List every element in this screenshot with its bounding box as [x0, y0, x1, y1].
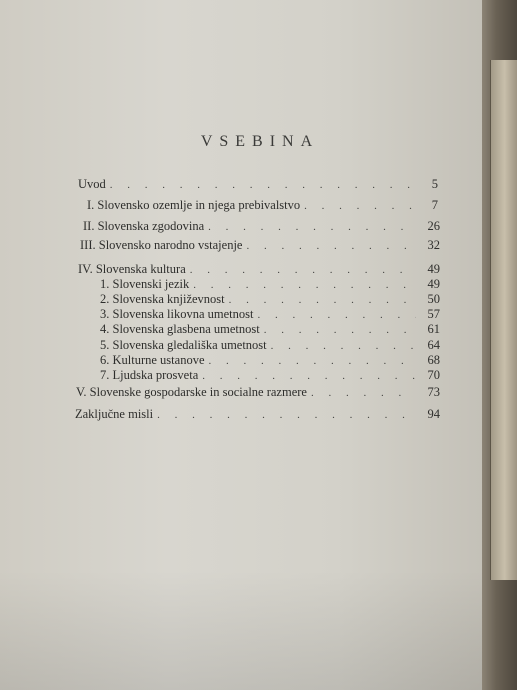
toc-leader-dots [202, 370, 416, 382]
toc-entry-page: 94 [427, 407, 440, 421]
toc-entry [75, 407, 440, 423]
toc-entry-label: 5. Slovenska gledališka umetnost [100, 338, 267, 352]
toc-entry-label: I. Slovensko ozemlje in njega prebivalstvo [87, 198, 301, 212]
toc-leader-dots [208, 221, 416, 233]
toc-entry-page: 57 [427, 307, 440, 321]
toc-entry-page: 50 [427, 292, 440, 306]
toc-leader-dots [229, 294, 416, 306]
toc-entry [100, 292, 440, 308]
toc-entry [100, 277, 440, 293]
toc-entry [100, 307, 440, 323]
toc-entry [83, 219, 440, 235]
toc-entry-page: 68 [427, 353, 440, 367]
toc-entry [76, 385, 440, 401]
toc-leader-dots [271, 340, 416, 352]
toc-entry-page: 64 [427, 338, 440, 352]
toc-entry-page: 26 [427, 219, 440, 233]
toc-entry-page: 32 [427, 238, 440, 252]
book-binder [490, 60, 517, 580]
toc-entry-page: 49 [427, 277, 440, 291]
toc-entry-page: 61 [427, 322, 440, 336]
toc-entry-label: Zaključne misli [75, 407, 154, 421]
toc-entry-label: 4. Slovenska glasbena umetnost [100, 322, 260, 336]
toc-entry [100, 322, 440, 338]
toc-entry [80, 238, 440, 254]
toc-entry-label: 3. Slovenska likovna umetnost [100, 307, 254, 321]
toc-entry-label: V. Slovenske gospodarske in socialne razmere [76, 385, 307, 399]
toc-leader-dots [157, 409, 416, 421]
toc-entry [100, 353, 440, 369]
toc-leader-dots [209, 355, 417, 367]
toc-entry-label: II. Slovenska zgodovina [83, 219, 205, 233]
toc-leader-dots [257, 309, 416, 321]
toc-entry [78, 177, 438, 193]
page-shadow [0, 570, 482, 690]
toc-entry-label: 7. Ljudska prosveta [100, 368, 199, 382]
toc-entry-label: 2. Slovenska književnost [100, 292, 225, 306]
toc-entry-page: 5 [431, 177, 438, 191]
toc-entry-label: IV. Slovenska kultura [78, 262, 186, 276]
toc-entry-label: Uvod [78, 177, 106, 191]
toc-entry-page: 73 [427, 385, 440, 399]
toc-entry-page: 49 [427, 262, 440, 276]
toc-entry-label: 6. Kulturne ustanove [100, 353, 205, 367]
toc-entry-label: 1. Slovenski jezik [100, 277, 190, 291]
toc-entry [87, 198, 438, 214]
toc-entry-label: III. Slovensko narodno vstajenje [80, 238, 243, 252]
toc-leader-dots [304, 200, 414, 212]
toc-leader-dots [311, 387, 416, 399]
toc-entry [100, 338, 440, 354]
toc-leader-dots [110, 179, 414, 191]
toc-leader-dots [246, 240, 416, 252]
toc-leader-dots [264, 324, 416, 336]
toc-entry-page: 70 [427, 368, 440, 382]
toc-entry [78, 262, 440, 278]
toc-leader-dots [193, 279, 416, 291]
toc-entry [100, 368, 440, 384]
page-title: VSEBINA [200, 133, 320, 150]
toc-entry-page: 7 [431, 198, 438, 212]
toc-leader-dots [190, 264, 416, 276]
